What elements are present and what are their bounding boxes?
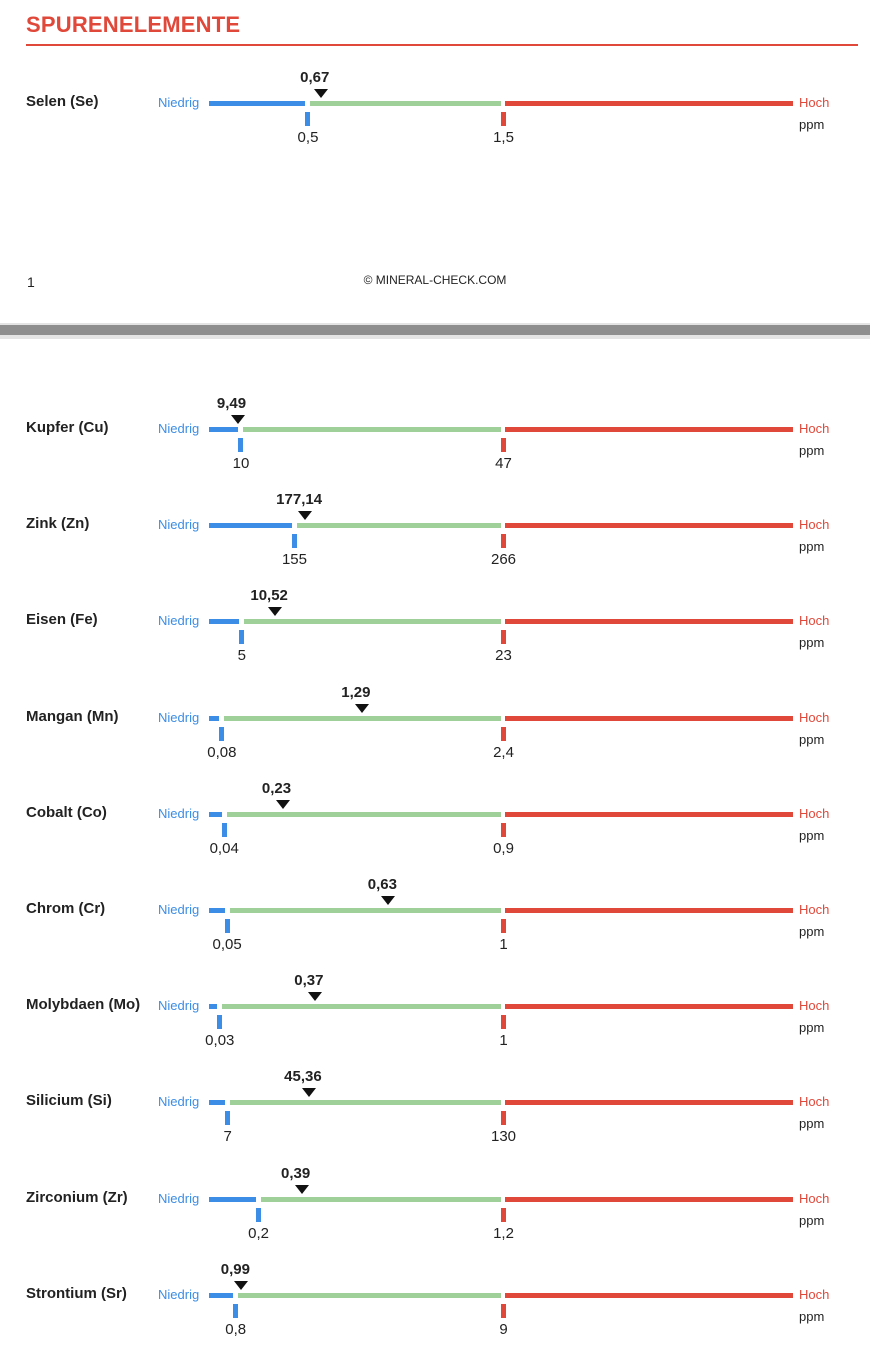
- normal-range-segment: [261, 1197, 501, 1202]
- low-ref-value: 0,08: [207, 744, 237, 761]
- high-range-segment: [505, 1197, 793, 1202]
- low-range-segment: [209, 101, 305, 106]
- normal-range-segment: [230, 1100, 501, 1105]
- unit-label: ppm: [799, 828, 825, 843]
- low-ref-tick: [225, 919, 230, 933]
- element-name: Strontium (Sr): [26, 1285, 127, 1302]
- high-range-segment: [505, 908, 793, 913]
- low-label: Niedrig: [158, 421, 200, 436]
- low-label: Niedrig: [158, 1094, 200, 1109]
- high-range-segment: [505, 101, 793, 106]
- low-label: Niedrig: [158, 517, 200, 532]
- high-label: Hoch: [799, 806, 830, 821]
- low-ref-tick: [219, 727, 224, 741]
- value-marker: [314, 89, 328, 98]
- unit-label: ppm: [799, 117, 825, 132]
- value-marker: [298, 511, 312, 520]
- high-label: Hoch: [799, 613, 830, 628]
- element-name: Molybdaen (Mo): [26, 996, 141, 1013]
- high-label: Hoch: [799, 1191, 830, 1206]
- low-label: Niedrig: [158, 1191, 200, 1206]
- measured-value: 1,29: [341, 684, 371, 701]
- high-ref-tick: [501, 1015, 506, 1029]
- low-label: Niedrig: [158, 806, 200, 821]
- low-range-segment: [209, 523, 292, 528]
- page-separator-bar: [0, 325, 870, 335]
- element-name: Selen (Se): [26, 93, 99, 110]
- high-range-segment: [505, 812, 793, 817]
- element-name: Zirconium (Zr): [26, 1189, 128, 1206]
- high-ref-tick: [501, 1304, 506, 1318]
- high-ref-value: 1,2: [493, 1225, 514, 1242]
- value-marker: [302, 1088, 316, 1097]
- unit-label: ppm: [799, 635, 825, 650]
- low-ref-value: 5: [237, 647, 246, 664]
- low-label: Niedrig: [158, 1287, 200, 1302]
- measured-value: 0,23: [261, 780, 292, 797]
- high-range-segment: [505, 1100, 793, 1105]
- low-label: Niedrig: [158, 95, 200, 110]
- unit-label: ppm: [799, 1309, 825, 1324]
- element-name: Silicium (Si): [26, 1092, 112, 1109]
- unit-label: ppm: [799, 443, 825, 458]
- unit-label: ppm: [799, 539, 825, 554]
- low-ref-tick: [292, 534, 297, 548]
- value-marker: [276, 800, 290, 809]
- high-label: Hoch: [799, 902, 830, 917]
- high-range-segment: [505, 716, 793, 721]
- measured-value: 0,37: [294, 972, 324, 989]
- high-label: Hoch: [799, 998, 830, 1013]
- low-label: Niedrig: [158, 902, 200, 917]
- element-name: Chrom (Cr): [26, 900, 106, 917]
- measured-value: 0,99: [220, 1261, 250, 1278]
- unit-label: ppm: [799, 1213, 825, 1228]
- high-ref-tick: [501, 630, 506, 644]
- high-ref-value: 0,9: [493, 840, 514, 857]
- low-ref-tick: [233, 1304, 238, 1318]
- high-ref-value: 1,5: [493, 129, 514, 146]
- normal-range-segment: [230, 908, 501, 913]
- value-marker: [355, 704, 369, 713]
- high-label: Hoch: [799, 95, 830, 110]
- measured-value: 9,49: [216, 395, 247, 412]
- high-label: Hoch: [799, 1094, 830, 1109]
- measured-value: 45,36: [284, 1068, 322, 1085]
- normal-range-segment: [310, 101, 501, 106]
- value-marker: [234, 1281, 248, 1290]
- high-range-segment: [505, 523, 793, 528]
- high-range-segment: [505, 1293, 793, 1298]
- low-range-segment: [209, 1100, 225, 1105]
- unit-label: ppm: [799, 1020, 825, 1035]
- high-ref-tick: [501, 1111, 506, 1125]
- low-label: Niedrig: [158, 998, 200, 1013]
- low-ref-value: 10: [232, 455, 250, 472]
- low-ref-tick: [305, 112, 310, 126]
- high-label: Hoch: [799, 1287, 830, 1302]
- high-ref-tick: [501, 727, 506, 741]
- low-range-segment: [209, 1197, 256, 1202]
- normal-range-segment: [297, 523, 501, 528]
- low-ref-tick: [238, 438, 243, 452]
- low-ref-value: 0,05: [212, 936, 242, 953]
- low-ref-value: 0,8: [225, 1321, 247, 1338]
- page-number: 1: [27, 274, 35, 290]
- element-name: Zink (Zn): [26, 515, 90, 532]
- low-range-segment: [209, 427, 238, 432]
- section-title: SPURENELEMENTE: [26, 12, 241, 37]
- unit-label: ppm: [799, 732, 825, 747]
- low-ref-value: 0,5: [297, 129, 319, 146]
- element-name: Cobalt (Co): [26, 804, 107, 821]
- high-ref-value: 9: [499, 1321, 508, 1338]
- measured-value: 0,67: [300, 69, 330, 86]
- low-ref-tick: [217, 1015, 222, 1029]
- high-ref-value: 23: [495, 647, 512, 664]
- element-name: Kupfer (Cu): [26, 419, 109, 436]
- low-range-segment: [209, 619, 239, 624]
- high-range-segment: [505, 619, 793, 624]
- high-ref-value: 130: [490, 1128, 517, 1145]
- value-marker: [268, 607, 282, 616]
- low-ref-tick: [222, 823, 227, 837]
- low-range-segment: [209, 812, 222, 817]
- normal-range-segment: [222, 1004, 501, 1009]
- measured-value: 10,52: [250, 587, 288, 604]
- high-range-segment: [505, 1004, 793, 1009]
- normal-range-segment: [224, 716, 501, 721]
- value-marker: [308, 992, 322, 1001]
- unit-label: ppm: [799, 924, 825, 939]
- unit-label: ppm: [799, 1116, 825, 1131]
- normal-range-segment: [244, 619, 501, 624]
- high-label: Hoch: [799, 710, 830, 725]
- value-marker: [381, 896, 395, 905]
- low-label: Niedrig: [158, 710, 200, 725]
- low-ref-value: 0,04: [209, 840, 239, 857]
- high-ref-value: 2,4: [493, 744, 514, 761]
- low-range-segment: [209, 716, 219, 721]
- high-ref-tick: [501, 438, 506, 452]
- normal-range-segment: [227, 812, 501, 817]
- high-ref-value: 1: [499, 1032, 508, 1049]
- high-ref-tick: [501, 919, 506, 933]
- high-label: Hoch: [799, 421, 830, 436]
- element-name: Eisen (Fe): [26, 611, 98, 628]
- measured-value: 0,63: [367, 876, 397, 893]
- low-range-segment: [209, 908, 225, 913]
- low-ref-value: 0,2: [248, 1225, 270, 1242]
- normal-range-segment: [238, 1293, 501, 1298]
- low-ref-value: 0,03: [205, 1032, 235, 1049]
- element-name: Mangan (Mn): [26, 708, 119, 725]
- low-ref-tick: [225, 1111, 230, 1125]
- low-ref-value: 7: [223, 1128, 232, 1145]
- low-label: Niedrig: [158, 613, 200, 628]
- normal-range-segment: [243, 427, 501, 432]
- title-rule: [26, 44, 858, 46]
- high-ref-tick: [501, 1208, 506, 1222]
- value-marker: [231, 415, 245, 424]
- high-label: Hoch: [799, 517, 830, 532]
- high-ref-value: 1: [499, 936, 508, 953]
- high-ref-tick: [501, 112, 506, 126]
- high-ref-value: 47: [495, 455, 512, 472]
- low-ref-tick: [239, 630, 244, 644]
- low-range-segment: [209, 1293, 233, 1298]
- value-marker: [295, 1185, 309, 1194]
- low-ref-tick: [256, 1208, 261, 1222]
- high-ref-tick: [501, 823, 506, 837]
- high-ref-tick: [501, 534, 506, 548]
- high-range-segment: [505, 427, 793, 432]
- high-ref-value: 266: [490, 551, 517, 568]
- measured-value: 0,39: [281, 1165, 311, 1182]
- low-range-segment: [209, 1004, 217, 1009]
- low-ref-value: 155: [281, 551, 307, 568]
- measured-value: 177,14: [276, 491, 323, 508]
- footer-copyright: © MINERAL-CHECK.COM: [363, 273, 507, 287]
